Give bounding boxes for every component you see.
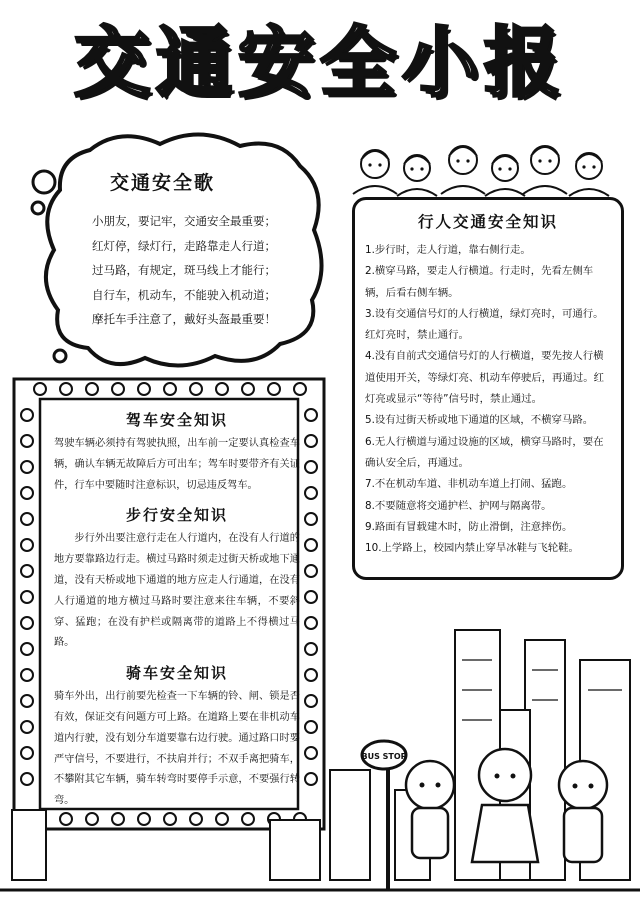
pedestrian-item: 2.横穿马路，要走人行横道。行走时，先看左侧车辆，后看右侧车辆。 [365,265,594,299]
pedestrian-item: 4.没有自前式交通信号灯的人行横道，要先按人行横道使用开关，等绿灯亮、机动车停驶后，再通过。红灯亮或显示“等待”信号时，禁止通过。 [365,350,604,406]
marquee-bulb [21,513,33,525]
children-heads-illustration [345,138,637,198]
pedestrian-item: 1.步行时，走人行道，靠右侧行走。 [365,244,531,256]
page-title: 交通安全小报 [74,18,566,107]
pedestrian-item: 10.上学路上，校园内禁止穿旱冰鞋与飞轮鞋。 [365,542,579,555]
driving-heading: 驾车安全知识 [125,411,228,429]
marquee-bulb [268,383,280,395]
song-line: 自行车，机动车，不能驶入机动道； [92,287,276,302]
marquee-bulb [190,383,202,395]
marquee-bulb [21,409,33,421]
marquee-bulb [242,383,254,395]
pedestrian-item: 6.无人行横道与通过设施的区域，横穿马路时，要在确认安全后，再通过。 [365,435,604,469]
marquee-bulb [60,383,72,395]
song-line: 红灯停，绿灯行，走路靠走人行道； [92,238,276,253]
walking-heading: 步行安全知识 [125,506,228,525]
song-line: 小朋友，要记牢，交通安全最重要； [92,214,276,228]
marquee-bulb [112,383,124,395]
marquee-bulb [86,383,98,395]
marquee-bulb [164,383,176,395]
pedestrian-item: 8.不要随意将交通护栏、护网与隔离带。 [365,499,552,512]
driving-text: 驾驶车辆必须持有驾驶执照，出车前一定要认真检查车辆，确认车辆无故障后方可出车；驾车时要带齐有关证件，行车中要随时注意标识，切忌违反驾车。 [54,438,300,491]
marquee-bulb [305,565,317,577]
song-heading: 交通安全歌 [110,172,216,194]
walking-text: 步行外出要注意行走在人行道内，在没有人行道的地方要靠路边行走。横过马路时须走过街天桥或地下通道，没有天桥或地下通道的地方应走人行通道，在没有人行通道的地方横过马路时要注意来往车辆，不要斜穿、猛跑；在没有护栏或隔离带的道路上不得横过马路。 [54,533,300,649]
bus-stop-sign-text: BUS STOP [361,752,407,761]
marquee-bulb [21,487,33,499]
city-skyline-illustration [0,600,640,902]
marquee-bulb [21,461,33,473]
cycling-heading: 骑车安全知识 [125,664,228,683]
pedestrian-item: 5.设有过街天桥或地下通道的区域，不横穿马路。 [365,414,594,427]
safety-song-cloud [30,130,330,370]
pedestrian-knowledge-box [352,197,624,580]
marquee-bulb [294,383,306,395]
pedestrian-heading: 行人交通安全知识 [417,213,558,231]
pedestrian-item: 9.路面有冒载建木时，防止滑倒，注意摔伤。 [365,520,573,533]
marquee-bulb [21,435,33,447]
marquee-bulb [305,461,317,473]
marquee-bulb [34,383,46,395]
pedestrian-item: 7.不在机动车道、非机动车道上打闹、猛跑。 [365,478,573,491]
pedestrian-item: 3.设有交通信号灯的人行横道，绿灯亮时，可通行。红灯亮时，禁止通行。 [365,307,604,342]
marquee-bulb [21,539,33,551]
marquee-bulb [138,383,150,395]
marquee-bulb [21,565,33,577]
marquee-bulb [305,513,317,525]
song-line: 过马路，有规定，斑马线上才能行； [92,263,276,277]
marquee-bulb [305,487,317,499]
marquee-bulb [216,383,228,395]
marquee-bulb [305,435,317,447]
cycling-text: 骑车外出，出行前要先检查一下车辆的铃、闸、锁是否有效，保证交有问题方可上路。在道路上要在非机动车道内行驶，没有划分车道要靠右边行驶。通过路口时要严守信号，不要进行，不扶肩并行；不双手离把骑车，不攀附其它车辆，骑车转弯时要停手示意，不要强行转弯。 [54,691,300,807]
marquee-bulb [305,409,317,421]
marquee-bulb [305,539,317,551]
song-line: 摩托车手注意了，戴好头盔最重要！ [92,312,276,326]
